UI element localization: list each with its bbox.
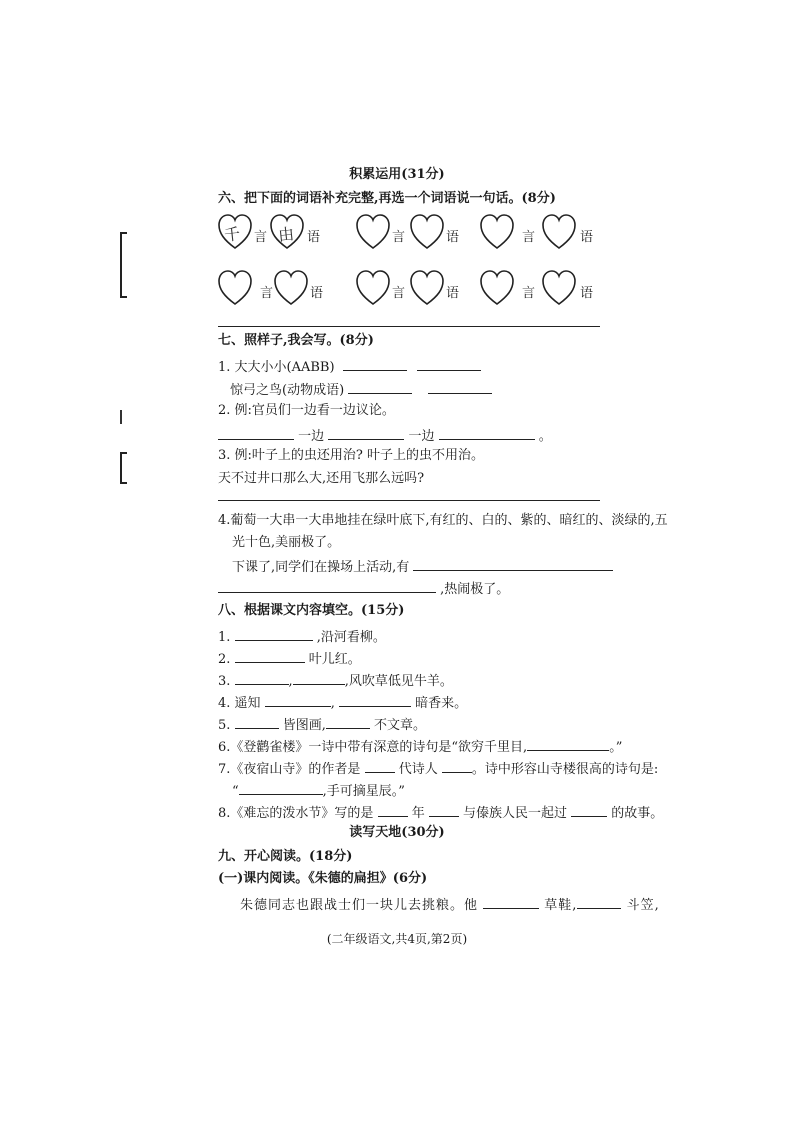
heart-icon: [410, 270, 444, 306]
q8-line6: 6.《登鹳雀楼》一诗中带有深意的诗句是“欲穷千里目, 。”: [218, 736, 622, 757]
heart-char: 语: [580, 286, 594, 301]
blank-field[interactable]: [293, 670, 345, 685]
heart-icon: [274, 270, 308, 306]
blank-field[interactable]: [442, 758, 472, 773]
heart-char: 言: [260, 286, 274, 301]
q7-item4-d: ,热闹极了。: [218, 578, 509, 599]
handwriting-answer: 千: [223, 224, 242, 245]
blank-field[interactable]: [235, 648, 305, 663]
q8-line5: 5. 皆图画, 不文章。: [218, 714, 426, 735]
blank-field[interactable]: [428, 379, 492, 394]
q8-line8: 8.《难忘的泼水节》写的是 年 与傣族人民一起过 的故事。: [218, 802, 663, 823]
page-footer: (二年级语文,共4页,第2页): [326, 932, 468, 946]
blank-field[interactable]: [439, 425, 535, 440]
heart-char: 言: [392, 286, 406, 301]
blank-field[interactable]: [239, 780, 323, 795]
q8-title: 八、根据课文内容填空。(15分): [218, 603, 405, 618]
blank-field[interactable]: [483, 894, 539, 909]
answer-line-q7-3[interactable]: [218, 500, 600, 501]
heart-char: 语: [446, 230, 460, 245]
blank-field[interactable]: [328, 425, 404, 440]
heart-row-1: [0, 214, 794, 254]
blank-field[interactable]: [413, 556, 613, 571]
heart-icon: [480, 270, 514, 306]
heart-icon: [480, 214, 514, 250]
heart-char: 语: [446, 286, 460, 301]
q8-line2: 2. 叶儿红。: [218, 648, 361, 669]
heart-icon: [542, 214, 576, 250]
heart-char: 言: [392, 230, 406, 245]
q7-item2-b: 一边 一边 。: [218, 425, 552, 446]
blank-field[interactable]: [378, 802, 408, 817]
heart-char: 语: [307, 230, 321, 245]
blank-field[interactable]: [343, 356, 407, 371]
blank-field[interactable]: [417, 356, 481, 371]
q7-item3-b: 天不过井口那么大,还用飞那么远吗?: [218, 471, 425, 486]
q8-line3: 3. , ,风吹草低见牛羊。: [218, 670, 453, 691]
heart-char: 语: [580, 230, 594, 245]
section-title-read-write: 读写天地(30分): [349, 825, 445, 840]
blank-field[interactable]: [235, 626, 313, 641]
q9-sub1: (一)课内阅读。《朱德的扁担》(6分): [218, 871, 428, 886]
heart-char: 语: [310, 286, 324, 301]
blank-field[interactable]: [326, 714, 370, 729]
section-title-accumulate: 积累运用(31分): [349, 167, 445, 182]
q8-line7-cont: “ ,手可摘星辰。”: [232, 780, 405, 801]
heart-char: 言: [522, 286, 536, 301]
heart-icon: [356, 270, 390, 306]
q8-line7: 7.《夜宿山寺》的作者是 代诗人 。诗中形容山寺楼很高的诗句是:: [218, 758, 658, 779]
blank-field[interactable]: [365, 758, 395, 773]
q7-item4-a: 4.葡萄一大串一大串地挂在绿叶底下,有红的、白的、紫的、暗红的、淡绿的,五: [218, 513, 668, 528]
q9-title: 九、开心阅读。(18分): [218, 849, 353, 864]
blank-field[interactable]: [265, 692, 331, 707]
blank-field[interactable]: [571, 802, 607, 817]
heart-char: 言: [254, 230, 268, 245]
heart-char: 言: [522, 230, 536, 245]
blank-field[interactable]: [218, 578, 436, 593]
q7-item3-a: 3. 例:叶子上的虫还用治? 叶子上的虫不用治。: [218, 448, 485, 463]
q7-item4-b: 光十色,美丽极了。: [232, 535, 341, 550]
q7-item1-b: 惊弓之鸟(动物成语): [230, 379, 492, 400]
heart-row-2: [0, 270, 794, 310]
q7-item1-a: 1. 大大小小(AABB): [218, 356, 481, 377]
q8-line1: 1. ,沿河看柳。: [218, 626, 386, 647]
heart-icon: [356, 214, 390, 250]
blank-field[interactable]: [348, 379, 412, 394]
q7-title: 七、照样子,我会写。(8分): [218, 333, 374, 348]
blank-field[interactable]: [429, 802, 459, 817]
margin-tick: [120, 410, 122, 424]
margin-bracket-bottom: [120, 452, 127, 484]
answer-line-q6[interactable]: [218, 326, 600, 327]
q7-item4-c: 下课了,同学们在操场上活动,有: [232, 556, 613, 577]
heart-icon: [218, 270, 252, 306]
q6-title: 六、把下面的词语补充完整,再选一个词语说一句话。(8分): [218, 191, 556, 206]
q9-passage-line1: 朱德同志也跟战士们一块儿去挑粮。他 草鞋, 斗笠,: [240, 894, 660, 915]
handwriting-answer: 由: [277, 224, 296, 245]
q8-line4: 4. 遥知 , 暗香来。: [218, 692, 467, 713]
blank-field[interactable]: [235, 670, 289, 685]
heart-icon: [542, 270, 576, 306]
blank-field[interactable]: [235, 714, 279, 729]
blank-field[interactable]: [527, 736, 609, 751]
blank-field[interactable]: [577, 894, 621, 909]
blank-field[interactable]: [339, 692, 411, 707]
q7-item2-a: 2. 例:官员们一边看一边议论。: [218, 403, 395, 418]
heart-icon: [410, 214, 444, 250]
blank-field[interactable]: [218, 425, 294, 440]
